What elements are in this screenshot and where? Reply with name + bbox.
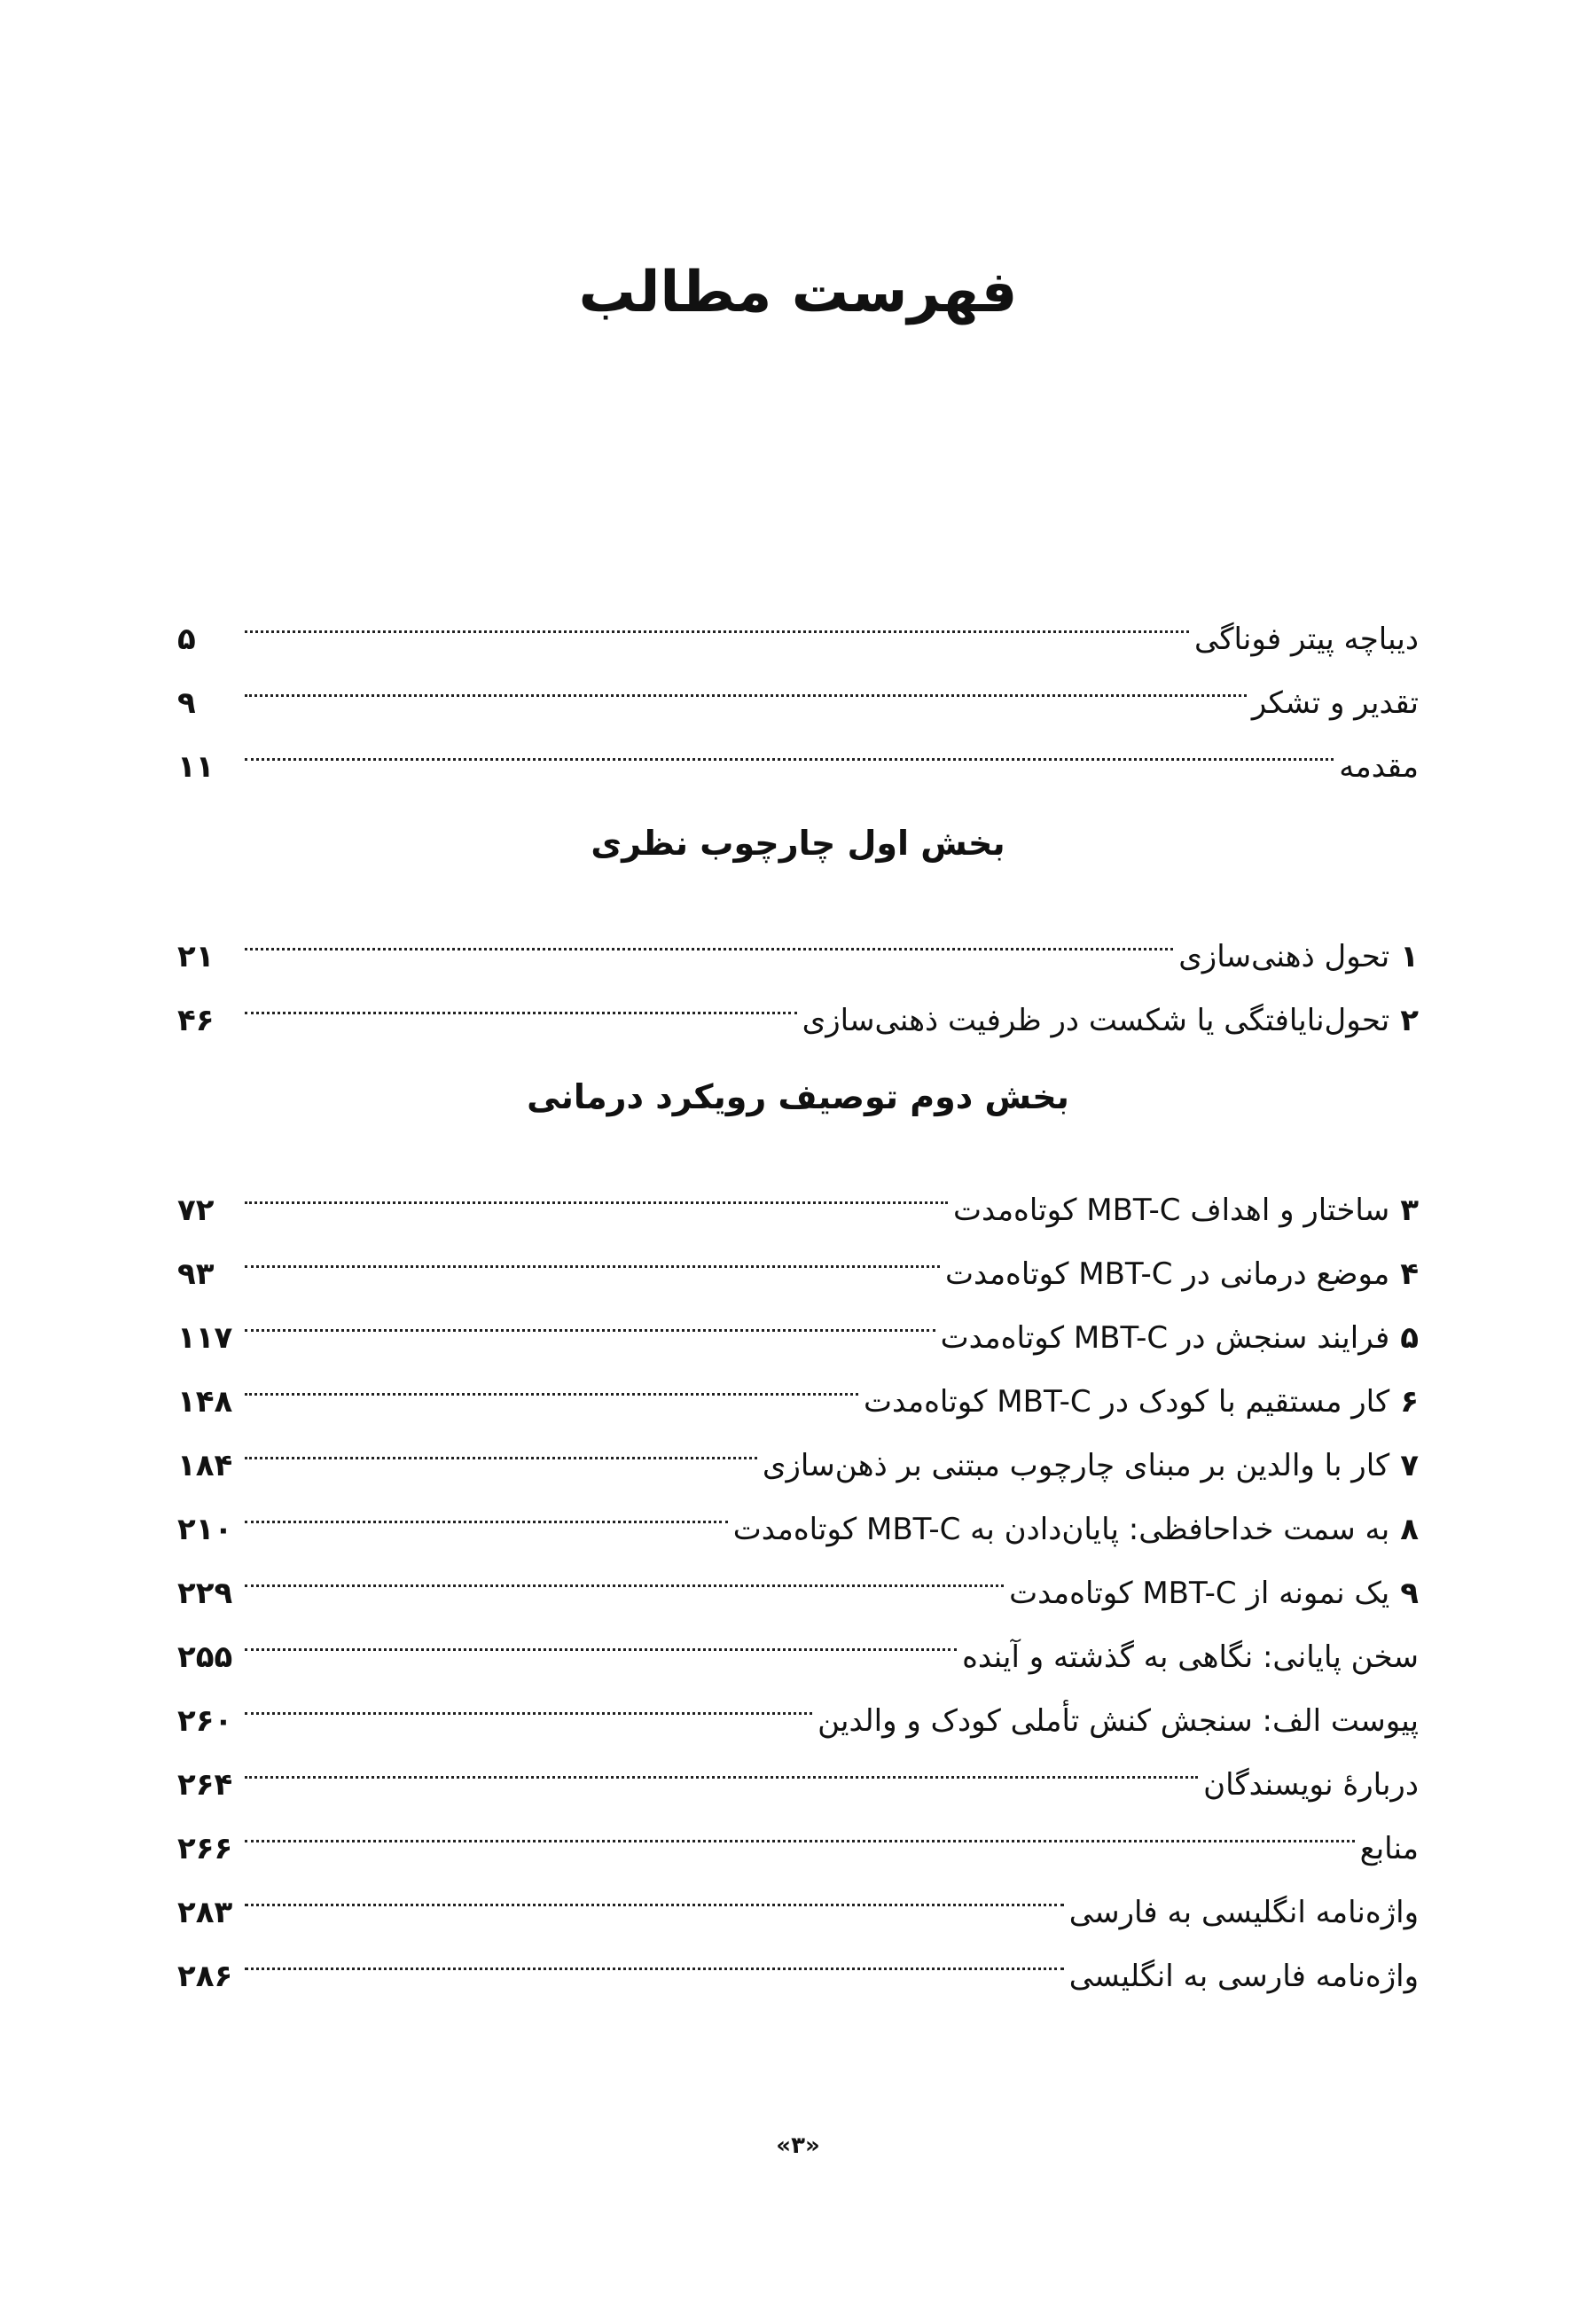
dot-leader [245,1922,1064,1986]
dot-leader [245,585,1189,649]
toc-entry [177,649,1419,721]
toc-entry-title: تحول‌نایافتگی یا شکست در ظرفیت ذهنی‌سازی [802,1003,1390,1038]
toc-entry-title: کار با والدین بر مبنای چارچوب مبتنی بر ذهن‌سازی [762,1448,1390,1483]
dot-leader [245,1539,1004,1603]
toc-entry-title: موضع درمانی در MBT-C کوتاه‌مدت [944,1256,1390,1292]
toc-entry-page: ۱۸۴ [177,1448,233,1483]
page-title: فهرست مطالب [578,260,1018,325]
toc-entry-title: دربارۀ نویسندگان [1203,1767,1419,1803]
toc-entry-title: واژه‌نامه انگلیسی به فارسی [1068,1895,1419,1930]
toc-entry-title: ساختار و اهداف MBT-C کوتاه‌مدت [952,1193,1390,1228]
toc-entry-title: یک نمونه از MBT-C کوتاه‌مدت [1009,1576,1390,1611]
chapter-number: ۵ [1400,1320,1419,1356]
toc-entry-title: تحول ذهنی‌سازی [1178,939,1390,974]
dot-leader [245,1156,948,1220]
dot-leader [245,1858,1064,1922]
table-of-contents [177,585,1419,1994]
toc-entry [177,1795,1419,1866]
toc-entry [177,713,1419,785]
toc-entry [177,585,1419,657]
toc-entry-page: ۲۱ [177,939,215,974]
toc-entry-page: ۴۶ [177,1003,215,1038]
toc-entry-title: به سمت خداحافظی: پایان‌دادن به MBT-C کوتاه‌مدت [732,1512,1390,1547]
toc-entry-page: ۱۴۸ [177,1384,233,1420]
toc-entry-page: ۲۶۴ [177,1767,233,1803]
chapter-number: ۶ [1400,1384,1419,1420]
chapter-number: ۹ [1400,1576,1419,1611]
toc-entry-title: پیوست الف: سنجش کنش تأملی کودک و والدین [818,1703,1419,1739]
dot-leader [245,903,1173,966]
toc-entry-page: ۲۶۶ [177,1831,233,1866]
chapter-number: ۱ [1400,939,1419,974]
toc-entry-title: سخن پایانی: نگاهی به گذشته و آینده [962,1639,1419,1675]
chapter-number: ۸ [1400,1512,1419,1547]
toc-entry-page: ۲۵۵ [177,1639,233,1675]
dot-leader [245,1412,757,1475]
dot-leader [245,1475,728,1539]
toc-entry-page: ۷۲ [177,1193,215,1228]
section-heading-part-one: بخش اول چارچوب نظری [591,824,1005,863]
toc-entry-title: مقدمه [1339,749,1419,785]
toc-entry-title: دیباچه پیتر فوناگی [1194,622,1419,657]
toc-entry-title: فرایند سنجش در MBT-C کوتاه‌مدت [940,1320,1390,1356]
toc-entry-page: ۹۳ [177,1256,215,1292]
chapter-number: ۴ [1400,1256,1419,1292]
dot-leader [245,1348,858,1412]
toc-entry-title: تقدیر و تشکر [1251,685,1419,721]
toc-entry [177,903,1419,974]
dot-leader [245,1603,957,1667]
toc-entry-title: منابع [1359,1831,1419,1866]
dot-leader [245,1667,812,1731]
toc-entry-page: ۱۱۷ [177,1320,233,1356]
toc-entry-title: کار مستقیم با کودک در MBT-C کوتاه‌مدت [864,1384,1390,1420]
page-number: «۳» [776,2132,820,2159]
toc-entry [177,1858,1419,1930]
section-heading-part-two: بخش دوم توصیف رویکرد درمانی [527,1077,1069,1116]
dot-leader [245,649,1247,713]
chapter-number: ۳ [1400,1193,1419,1228]
toc-entry-page: ۹ [177,685,196,721]
toc-entry-page: ۲۸۶ [177,1959,233,1994]
toc-entry-page: ۲۱۰ [177,1512,233,1547]
toc-entry-page: ۱۱ [177,749,215,785]
toc-entry-page: ۵ [177,622,196,657]
dot-leader [245,1731,1198,1795]
chapter-number: ۷ [1400,1448,1419,1483]
dot-leader [245,966,797,1030]
toc-entry-page: ۲۸۳ [177,1895,233,1930]
dot-leader [245,713,1334,777]
toc-entry-title: واژه‌نامه فارسی به انگلیسی [1068,1959,1419,1994]
dot-leader [245,1220,940,1284]
toc-entry-page: ۲۶۰ [177,1703,233,1739]
toc-entry-page: ۲۲۹ [177,1576,233,1611]
toc-entry [177,1156,1419,1228]
chapter-number: ۲ [1400,1003,1419,1038]
dot-leader [245,1284,935,1348]
dot-leader [245,1795,1355,1858]
